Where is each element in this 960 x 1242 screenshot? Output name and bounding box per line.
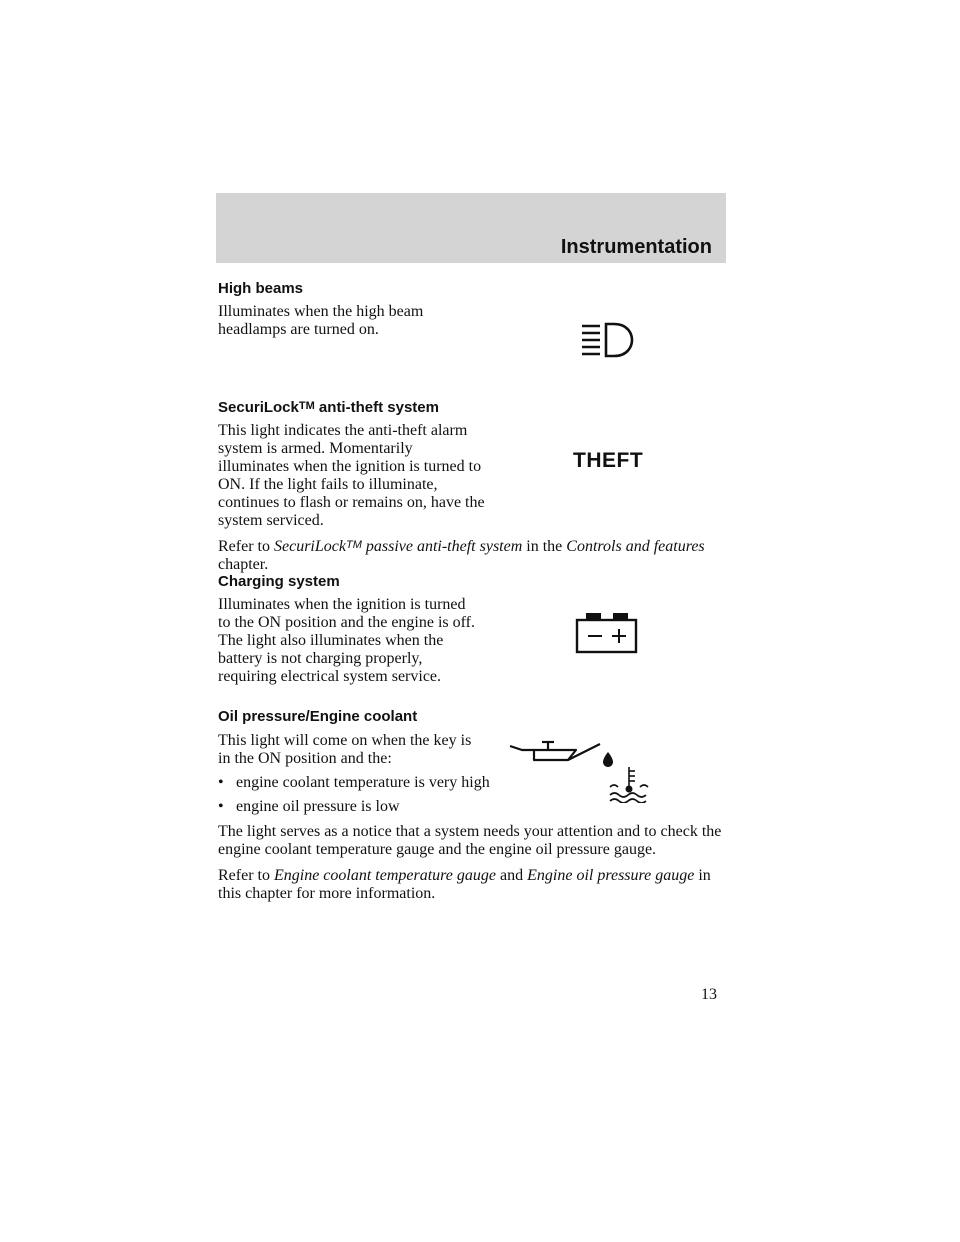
trademark-mark: TM <box>298 400 315 412</box>
high-beams-description: Illuminates when the high beam headlamps are turned on. <box>218 303 424 338</box>
refer-text: Refer to <box>218 867 274 884</box>
oil-coolant-description: The light serves as a notice that a system needs your attention and to check the engine coolant temperature gauge and the engine oil pressure gauge. <box>218 823 722 858</box>
section-heading-oil-coolant: Oil pressure/Engine coolant <box>218 708 418 725</box>
list-item-text: engine coolant temperature is very high <box>236 774 490 791</box>
oil-coolant-reference <box>218 867 723 903</box>
reference-link-securilock <box>274 538 522 555</box>
securilock-description: This light indicates the anti-theft alarm system is armed. Momentarily illuminates when the ignition is turned to ON. If the light fails to illuminate, continues to flash or remains on, have the system serviced. <box>218 422 485 529</box>
reference-link-coolant-gauge: Engine coolant temperature gauge <box>273 867 497 884</box>
refer-text: chapter. <box>218 556 269 573</box>
heading-securilock-rest: anti-theft system <box>314 399 439 416</box>
charging-description: Illuminates when the ignition is turned to the ON position and the engine is off. The light also illuminates when the battery is not charging properly, requiring electrical system service. <box>218 596 475 685</box>
list-item-text: engine oil pressure is low <box>236 798 400 815</box>
list-item <box>218 774 496 792</box>
oil-coolant-intro: This light will come on when the key is in the ON position and the: <box>218 732 472 767</box>
refer-text: in this chapter for more information. <box>218 867 711 902</box>
section-heading-high-beams: High beams <box>218 280 304 297</box>
theft-indicator-icon: THEFT <box>573 449 644 472</box>
reference-link-part: passive anti-theft system <box>361 538 523 555</box>
section-securilock <box>218 398 713 574</box>
reference-link-controls: Controls and features <box>566 538 705 555</box>
refer-text: in the <box>522 538 567 555</box>
battery-icon <box>575 612 639 654</box>
page-number: 13 <box>701 986 717 1003</box>
reference-link-oil-gauge: Engine oil pressure gauge <box>527 867 695 884</box>
trademark-mark: TM <box>345 539 362 551</box>
section-heading-securilock <box>218 398 713 418</box>
chapter-header-band <box>216 193 726 263</box>
securilock-reference <box>218 538 713 574</box>
bullet-icon: • <box>218 798 224 815</box>
chapter-title: Instrumentation <box>560 236 712 258</box>
section-heading-charging: Charging system <box>218 573 340 590</box>
heading-securilock-name: SecuriLock <box>218 399 299 416</box>
section-charging <box>218 572 480 686</box>
section-high-beams <box>218 279 478 339</box>
reference-link-part: SecuriLock <box>273 538 346 555</box>
refer-text: Refer to <box>218 538 274 555</box>
list-item <box>218 798 496 816</box>
refer-text: and <box>496 867 528 884</box>
high-beam-icon <box>580 322 634 360</box>
oil-can-icon <box>508 736 614 772</box>
bullet-icon: • <box>218 774 224 791</box>
coolant-temperature-icon <box>608 765 650 803</box>
section-oil-coolant <box>218 707 723 903</box>
